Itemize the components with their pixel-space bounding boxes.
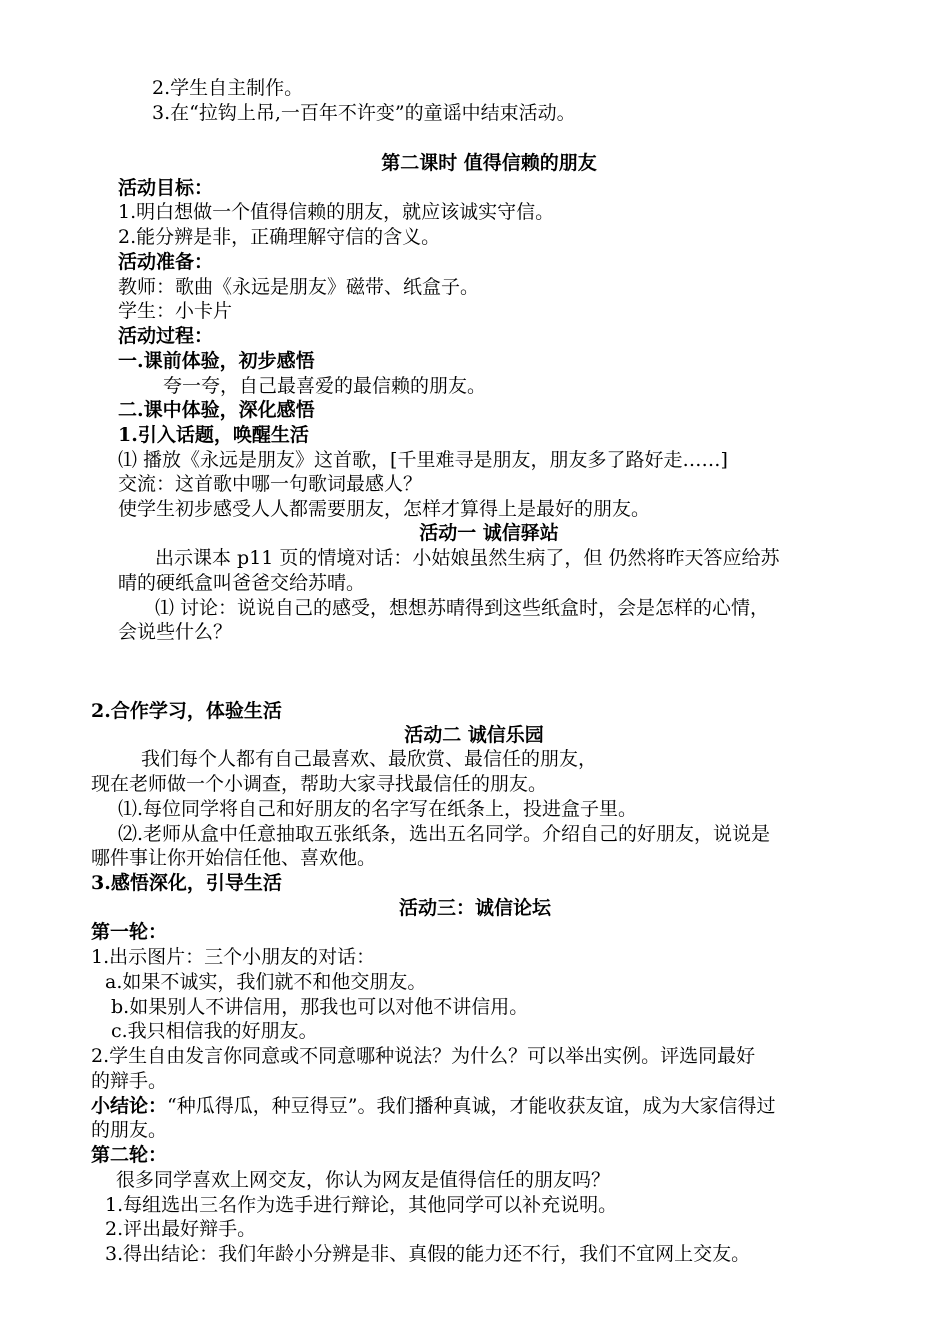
goals-heading: 活动目标： <box>118 177 214 199</box>
activity2-para1-a: 我们每个人都有自己最喜欢、最欣赏、最信任的朋友， <box>141 748 598 770</box>
round1-item-1: 1.出示图片：三个小朋友的对话： <box>91 946 376 968</box>
activity1-para2-b: 会说些什么？ <box>118 621 233 643</box>
activity1-para1-b: 晴的硬纸盒叫爸爸交给苏晴。 <box>118 572 366 594</box>
round2-heading: 第二轮： <box>91 1144 168 1166</box>
summary-line-a <box>91 1094 775 1119</box>
activity2-item-1: ⑴.每位同学将自己和好朋友的名字写在纸条上，投进盒子里。 <box>118 798 638 820</box>
summary-text-a: “种瓜得瓜，种豆得豆”。我们播种真诚，才能收获友谊，成为大家信得过 <box>167 1095 776 1117</box>
round2-item-3: 3.得出结论：我们年龄小分辨是非、真假的能力还不行，我们不宜网上交友。 <box>105 1243 751 1265</box>
activity1-title: 活动一 诚信驿站 <box>419 522 559 544</box>
round2-item-1: 1.每组选出三名作为选手进行辩论，其他同学可以补充说明。 <box>105 1194 618 1216</box>
round1-option-c: c.我只相信我的好朋友。 <box>111 1020 318 1042</box>
section2-heading: 2.合作学习，体验生活 <box>91 700 282 722</box>
round1-item-2-a: 2.学生自由发言你同意或不同意哪种说法？为什么？可以举出实例。评选同最好 <box>91 1045 756 1067</box>
part1-heading: 一.课前体验，初步感悟 <box>118 350 315 372</box>
summary-text-b: 的朋友。 <box>91 1119 168 1141</box>
prep-heading: 活动准备： <box>118 251 214 273</box>
section3-heading: 3.感悟深化，引导生活 <box>91 872 282 894</box>
activity3-title: 活动三：诚信论坛 <box>398 897 551 919</box>
activity2-item-2-a: ⑵.老师从盒中任意抽取五张纸条，选出五名同学。介绍自己的好朋友，说说是 <box>118 823 771 845</box>
section1-line-3: 使学生初步感受人人都需要朋友，怎样才算得上是最好的朋友。 <box>118 498 651 520</box>
round2-item-2: 2.评出最好辩手。 <box>105 1218 257 1240</box>
round1-heading: 第一轮： <box>91 921 168 943</box>
section1-line-2: 交流：这首歌中哪一句歌词最感人？ <box>118 473 423 495</box>
round2-intro: 很多同学喜欢上网交友，你认为网友是值得信任的朋友吗？ <box>116 1169 611 1191</box>
summary-label: 小结论： <box>91 1095 168 1117</box>
prep-student: 学生：小卡片 <box>118 300 233 322</box>
activity2-para1-b: 现在老师做一个小调查，帮助大家寻找最信任的朋友。 <box>91 773 548 795</box>
part1-text: 夸一夸，自己最喜爱的最信赖的朋友。 <box>163 375 487 397</box>
intro-step-3: 3.在“拉钩上吊,一百年不许变”的童谣中结束活动。 <box>152 102 576 124</box>
process-heading: 活动过程： <box>118 325 214 347</box>
lesson-title: 第二课时 值得信赖的朋友 <box>381 152 597 174</box>
round1-option-b: b.如果别人不讲信用，那我也可以对他不讲信用。 <box>111 996 529 1018</box>
round1-item-2-b: 的辩手。 <box>91 1070 168 1092</box>
section1-line-1: ⑴ 播放《永远是朋友》这首歌，[千里难寻是朋友，朋友多了路好走……] <box>118 449 728 471</box>
round1-option-a: a.如果不诚实，我们就不和他交朋友。 <box>105 971 427 993</box>
prep-teacher: 教师：歌曲《永远是朋友》磁带、纸盒子。 <box>118 276 480 298</box>
activity1-para2-a: ⑴ 讨论：说说自己的感受，想想苏晴得到这些纸盒时，会是怎样的心情， <box>155 597 770 619</box>
part2-heading: 二.课中体验，深化感悟 <box>118 399 315 421</box>
intro-step-2: 2.学生自主制作。 <box>152 77 304 99</box>
activity2-item-2-b: 哪件事让你开始信任他、喜欢他。 <box>91 847 377 869</box>
activity1-para1-a: 出示课本 p11 页的情境对话：小姑娘虽然生病了，但 仍然将昨天答应给苏 <box>155 547 780 569</box>
activity2-title: 活动二 诚信乐园 <box>404 724 544 746</box>
section1-heading: 1.引入话题，唤醒生活 <box>118 424 309 446</box>
goal-2: 2.能分辨是非，正确理解守信的含义。 <box>118 226 441 248</box>
goal-1: 1.明白想做一个值得信赖的朋友，就应该诚实守信。 <box>118 201 555 223</box>
